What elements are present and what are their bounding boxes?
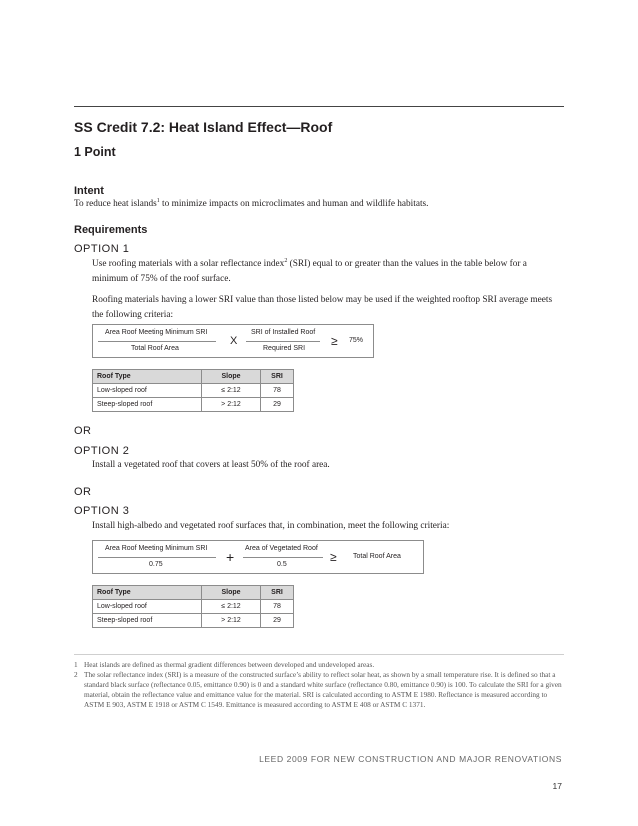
formula-1-numerator-a: Area Roof Meeting Minimum SRI	[105, 329, 208, 336]
page-number: 17	[552, 781, 562, 791]
intent-heading: Intent	[74, 185, 104, 197]
formula-2-numerator-b: Area of Vegetated Roof	[245, 545, 318, 552]
table-row	[93, 384, 294, 398]
intent-text: To reduce heat islands$^1$ to minimize impacts on microclimates and human and wildlife habitats.	[74, 197, 429, 209]
formula-2-comparator: ≥	[330, 550, 337, 564]
table-row	[93, 600, 294, 614]
cell-roof-type: Low-sloped roof	[93, 600, 202, 614]
sri-table-1-header-row	[93, 370, 294, 384]
formula-2-denominator-a: 0.75	[149, 561, 163, 568]
header-slope: Slope	[202, 586, 261, 600]
formula-1-denominator-b: Required SRI	[263, 345, 306, 352]
cell-slope: ≤ 2:12	[202, 600, 261, 614]
points-heading: 1 Point	[74, 145, 116, 159]
formula-1-result: 75%	[349, 337, 364, 344]
formula-2-fraction-line-a	[98, 557, 216, 558]
footnote-rule	[74, 654, 564, 655]
formula-box-2	[92, 540, 424, 574]
cell-sri: 29	[261, 398, 294, 412]
formula-box-1	[92, 324, 374, 358]
formula-1-fraction-line-a	[98, 341, 216, 342]
page-title: SS Credit 7.2: Heat Island Effect—Roof	[74, 119, 333, 135]
formula-2-fraction-line-b	[243, 557, 323, 558]
formula-1-denominator-a: Total Roof Area	[131, 345, 179, 352]
formula-1-operator: X	[230, 335, 238, 347]
formula-2-denominator-b: 0.5	[277, 561, 287, 568]
footnote-2-text: The solar reflectance index (SRI) is a measure of the constructed surface’s ability to reflect solar heat, as shown by a small temperature rise. It is defined so that a standard black surface (reflectance 0.05, emittance 0.90) is 0 and a standard white surface (reflectance 0.80, emittance 0.90) is 100. To calculate the SRI for a given material, obtain the reflectance value and emittance value for the material. SRI is calculated according to ASTM E 1980. Reflectance is measured according to ASTM E 903, ASTM E 1918 or ASTM C 1549. Emittance is measured according to ASTM E 408 or ASTM C 1371.	[84, 670, 562, 709]
option-1-label: OPTION 1	[74, 243, 130, 255]
or-separator-1: OR	[74, 425, 92, 437]
cell-slope: > 2:12	[202, 398, 261, 412]
footnote-1-number: 1	[74, 660, 78, 669]
footnote-1-text: Heat islands are defined as thermal gradient differences between developed and undeveloped areas.	[84, 660, 375, 669]
option-1-paragraph-1: Use roofing materials with a solar reflectance index$^2$ (SRI) equal to or greater than the values in the table below for a minimum of 75% of the roof surface.	[92, 257, 527, 284]
cell-sri: 29	[261, 614, 294, 628]
sri-table-2-header-row	[93, 586, 294, 600]
requirements-heading: Requirements	[74, 224, 148, 236]
option-3-paragraph: Install high-albedo and vegetated roof surfaces that, in combination, meet the following criteria:	[92, 521, 450, 531]
header-sri: SRI	[261, 370, 294, 384]
sri-table-1	[92, 369, 294, 412]
header-slope: Slope	[202, 370, 261, 384]
option-2-paragraph: Install a vegetated roof that covers at least 50% of the roof area.	[92, 460, 330, 470]
footnote-2-number: 2	[74, 670, 78, 679]
table-row	[93, 614, 294, 628]
cell-sri: 78	[261, 384, 294, 398]
formula-1-comparator: ≥	[331, 334, 338, 348]
cell-slope: ≤ 2:12	[202, 384, 261, 398]
cell-roof-type: Steep-sloped roof	[93, 398, 202, 412]
header-roof-type: Roof Type	[93, 586, 202, 600]
cell-roof-type: Steep-sloped roof	[93, 614, 202, 628]
option-3-label: OPTION 3	[74, 505, 130, 517]
formula-2-numerator-a: Area Roof Meeting Minimum SRI	[105, 545, 208, 552]
table-row	[93, 398, 294, 412]
formula-1-numerator-b: SRI of Installed Roof	[251, 329, 316, 336]
formula-2-operator: +	[226, 549, 235, 565]
cell-sri: 78	[261, 600, 294, 614]
formula-2-result: Total Roof Area	[353, 553, 401, 560]
header-roof-type: Roof Type	[93, 370, 202, 384]
option-2-label: OPTION 2	[74, 445, 130, 457]
running-footer: LEED 2009 FOR NEW CONSTRUCTION AND MAJOR RENOVATIONS	[259, 754, 562, 764]
option-1-paragraph-2: Roofing materials having a lower SRI value than those listed below may be used if the weighted rooftop SRI average meets the following criteria:	[92, 295, 553, 320]
formula-1-fraction-line-b	[246, 341, 320, 342]
sri-table-2	[92, 585, 294, 628]
cell-slope: > 2:12	[202, 614, 261, 628]
or-separator-2: OR	[74, 486, 92, 498]
cell-roof-type: Low-sloped roof	[93, 384, 202, 398]
top-rule	[74, 106, 564, 107]
header-sri: SRI	[261, 586, 294, 600]
